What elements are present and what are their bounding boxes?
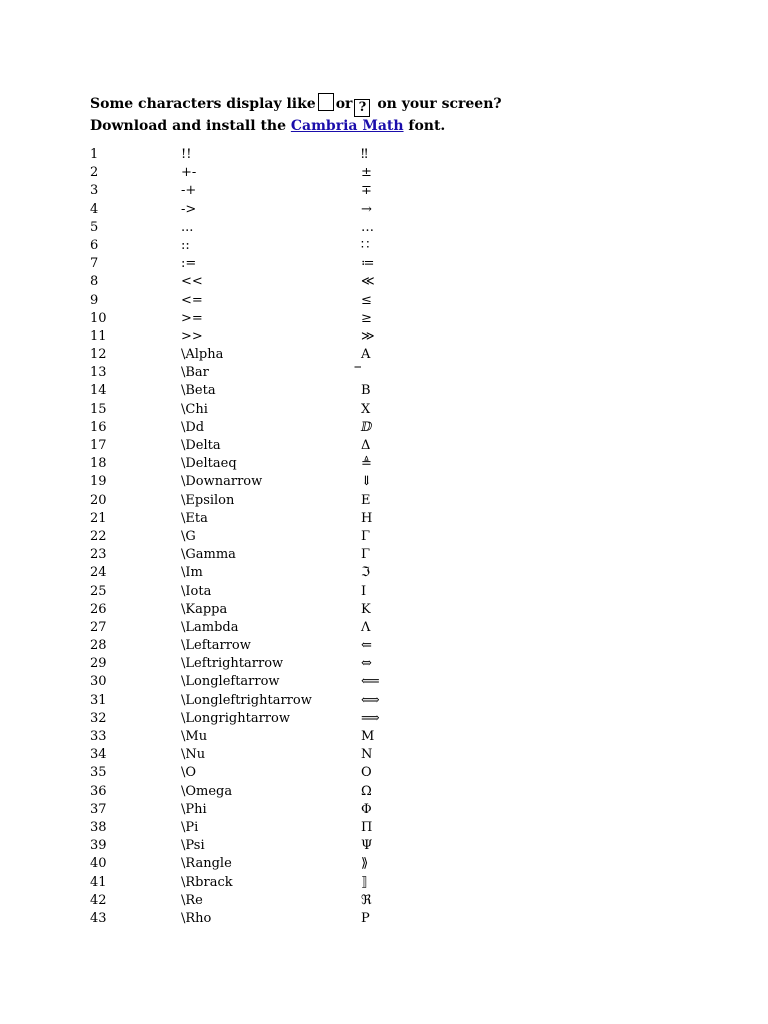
row-command: \Psi bbox=[181, 838, 205, 854]
row-number: 2 bbox=[90, 165, 99, 181]
row-number: 7 bbox=[90, 256, 99, 272]
row-number: 27 bbox=[90, 619, 107, 635]
download-text: Download and install the bbox=[90, 118, 286, 134]
row-number: 16 bbox=[90, 419, 107, 435]
row-symbol: Γ bbox=[361, 547, 371, 563]
row-command: \Lambda bbox=[181, 619, 239, 635]
row-command: \Leftarrow bbox=[181, 638, 251, 654]
row-command: \Mu bbox=[181, 729, 208, 744]
row-number: 40 bbox=[90, 856, 107, 872]
row-number: 34 bbox=[90, 747, 107, 763]
row-symbol: Β bbox=[361, 383, 371, 399]
header-text-after: on your screen? bbox=[377, 96, 502, 112]
row-number: 29 bbox=[90, 656, 107, 672]
row-command: \Downarrow bbox=[181, 474, 263, 490]
row-number: 1 bbox=[90, 147, 99, 162]
row-number: 37 bbox=[90, 801, 107, 817]
row-command: \Longleftarrow bbox=[181, 674, 280, 690]
row-command: \Im bbox=[181, 565, 203, 581]
row-symbol: ⟧ bbox=[361, 874, 368, 890]
row-symbol: ⅅ bbox=[361, 419, 373, 435]
row-symbol: Μ bbox=[361, 729, 375, 744]
row-command: \Rangle bbox=[181, 856, 232, 872]
row-command: !! bbox=[181, 147, 192, 162]
row-symbol: ≤ bbox=[361, 292, 372, 308]
row-symbol: ℑ bbox=[361, 565, 371, 581]
row-symbol: Π bbox=[361, 819, 373, 835]
row-number: 38 bbox=[90, 819, 107, 835]
row-command: \Longrightarrow bbox=[181, 710, 290, 726]
row-symbol: ≜ bbox=[361, 456, 372, 472]
cambria-math-link[interactable]: Cambria Math bbox=[290, 118, 404, 134]
row-command: \Iota bbox=[181, 583, 212, 599]
row-symbol: ≥ bbox=[361, 310, 372, 326]
row-number: 11 bbox=[90, 328, 107, 344]
row-command: \Leftrightarrow bbox=[181, 656, 284, 672]
row-symbol: Γ bbox=[361, 528, 371, 544]
row-command: := bbox=[181, 256, 197, 272]
row-symbol: Δ bbox=[361, 438, 371, 453]
row-command: \O bbox=[181, 765, 197, 781]
row-symbol: ‼ bbox=[361, 147, 368, 162]
row-symbol: Ο bbox=[361, 765, 372, 781]
row-command: ... bbox=[181, 219, 194, 235]
row-number: 31 bbox=[90, 692, 107, 708]
row-symbol: Ρ bbox=[361, 910, 370, 926]
row-number: 21 bbox=[90, 510, 107, 526]
row-command: \Nu bbox=[181, 747, 206, 763]
row-command: \Epsilon bbox=[181, 492, 235, 508]
row-symbol: ⇔ bbox=[361, 656, 372, 672]
row-symbol: Φ bbox=[361, 801, 372, 817]
row-symbol: … bbox=[361, 219, 374, 235]
row-number: 20 bbox=[90, 492, 107, 508]
header-line-1 bbox=[90, 93, 502, 117]
row-number: 3 bbox=[90, 183, 99, 199]
row-symbol: ⟫ bbox=[361, 856, 369, 872]
header-text: Some characters display like bbox=[90, 96, 316, 112]
row-number: 41 bbox=[90, 874, 107, 890]
row-command: \Kappa bbox=[181, 601, 228, 617]
row-command: \Rho bbox=[181, 910, 212, 926]
row-number: 22 bbox=[90, 528, 107, 544]
row-number: 24 bbox=[90, 565, 107, 581]
row-command: -+ bbox=[181, 183, 197, 199]
row-symbol: Ν bbox=[361, 747, 373, 763]
row-number: 18 bbox=[90, 456, 107, 472]
row-number: 32 bbox=[90, 710, 107, 726]
empty-box-glyph bbox=[318, 93, 334, 111]
row-command: \Rbrack bbox=[181, 874, 233, 890]
header-line-2 bbox=[90, 117, 502, 135]
row-symbol: ⇐ bbox=[361, 638, 372, 654]
question-box-glyph: ? bbox=[354, 99, 370, 117]
row-command: +- bbox=[181, 165, 197, 181]
row-number: 19 bbox=[90, 474, 107, 490]
row-command: \Chi bbox=[181, 401, 208, 417]
row-number: 43 bbox=[90, 910, 107, 926]
row-number: 26 bbox=[90, 601, 107, 617]
row-symbol: ≪ bbox=[361, 274, 375, 290]
row-command: \Beta bbox=[181, 383, 216, 399]
header-note bbox=[90, 93, 502, 135]
row-command: \G bbox=[181, 528, 196, 544]
row-symbol: ≔ bbox=[361, 256, 375, 272]
row-symbol: ∓ bbox=[361, 183, 372, 199]
row-symbol: → bbox=[361, 201, 372, 217]
row-symbol: Η bbox=[361, 510, 373, 526]
row-command: \Dd bbox=[181, 419, 205, 435]
row-number: 23 bbox=[90, 547, 107, 563]
row-command: \Eta bbox=[181, 510, 208, 526]
font-text: font. bbox=[408, 118, 446, 134]
row-number: 35 bbox=[90, 765, 107, 781]
row-command: >= bbox=[181, 310, 203, 326]
row-symbol: ⟹ bbox=[361, 710, 380, 726]
row-command: \Gamma bbox=[181, 547, 236, 563]
row-command: \Longleftrightarrow bbox=[181, 692, 312, 708]
row-command: \Deltaeq bbox=[181, 456, 237, 472]
row-symbol: Χ bbox=[361, 401, 371, 417]
row-symbol: ⟺ bbox=[361, 692, 380, 708]
row-command: \Delta bbox=[181, 438, 221, 453]
row-number: 6 bbox=[90, 237, 99, 253]
row-number: 30 bbox=[90, 674, 107, 690]
row-number: 9 bbox=[90, 292, 99, 308]
row-symbol: ∷ bbox=[361, 237, 370, 253]
row-number: 39 bbox=[90, 838, 107, 854]
row-symbol: ⟸ bbox=[361, 674, 380, 690]
row-number: 13 bbox=[90, 365, 107, 381]
row-command: \Phi bbox=[181, 801, 207, 817]
row-symbol: Ε bbox=[361, 492, 371, 508]
row-command: \Omega bbox=[181, 783, 233, 799]
row-number: 4 bbox=[90, 201, 99, 217]
row-command: << bbox=[181, 274, 203, 290]
row-number: 36 bbox=[90, 783, 107, 799]
row-command: \Re bbox=[181, 892, 203, 908]
row-symbol: Ω bbox=[361, 783, 372, 799]
row-symbol: Ψ bbox=[361, 838, 373, 854]
row-number: 12 bbox=[90, 347, 107, 363]
row-symbol: Κ bbox=[361, 601, 371, 617]
row-command: \Pi bbox=[181, 819, 199, 835]
row-number: 42 bbox=[90, 892, 107, 908]
row-symbol: Ι bbox=[361, 583, 367, 599]
row-command: -> bbox=[181, 201, 197, 217]
row-command: :: bbox=[181, 237, 190, 253]
row-command: <= bbox=[181, 292, 203, 308]
row-number: 10 bbox=[90, 310, 107, 326]
row-symbol: ≫ bbox=[361, 328, 375, 344]
row-symbol: ± bbox=[361, 165, 372, 181]
row-number: 5 bbox=[90, 219, 99, 235]
row-command: \Bar bbox=[181, 365, 209, 381]
row-symbol: ℜ bbox=[361, 892, 372, 908]
row-command: \Alpha bbox=[181, 347, 224, 363]
or-text: or bbox=[335, 96, 353, 112]
row-symbol: Α bbox=[361, 347, 371, 363]
row-number: 17 bbox=[90, 438, 107, 453]
row-number: 15 bbox=[90, 401, 107, 417]
row-number: 33 bbox=[90, 729, 107, 744]
row-command: >> bbox=[181, 328, 203, 344]
row-number: 8 bbox=[90, 274, 99, 290]
row-symbol: ⇓ bbox=[361, 474, 372, 490]
row-number: 25 bbox=[90, 583, 107, 599]
row-symbol: Λ bbox=[361, 619, 371, 635]
row-number: 14 bbox=[90, 383, 107, 399]
row-number: 28 bbox=[90, 638, 107, 654]
